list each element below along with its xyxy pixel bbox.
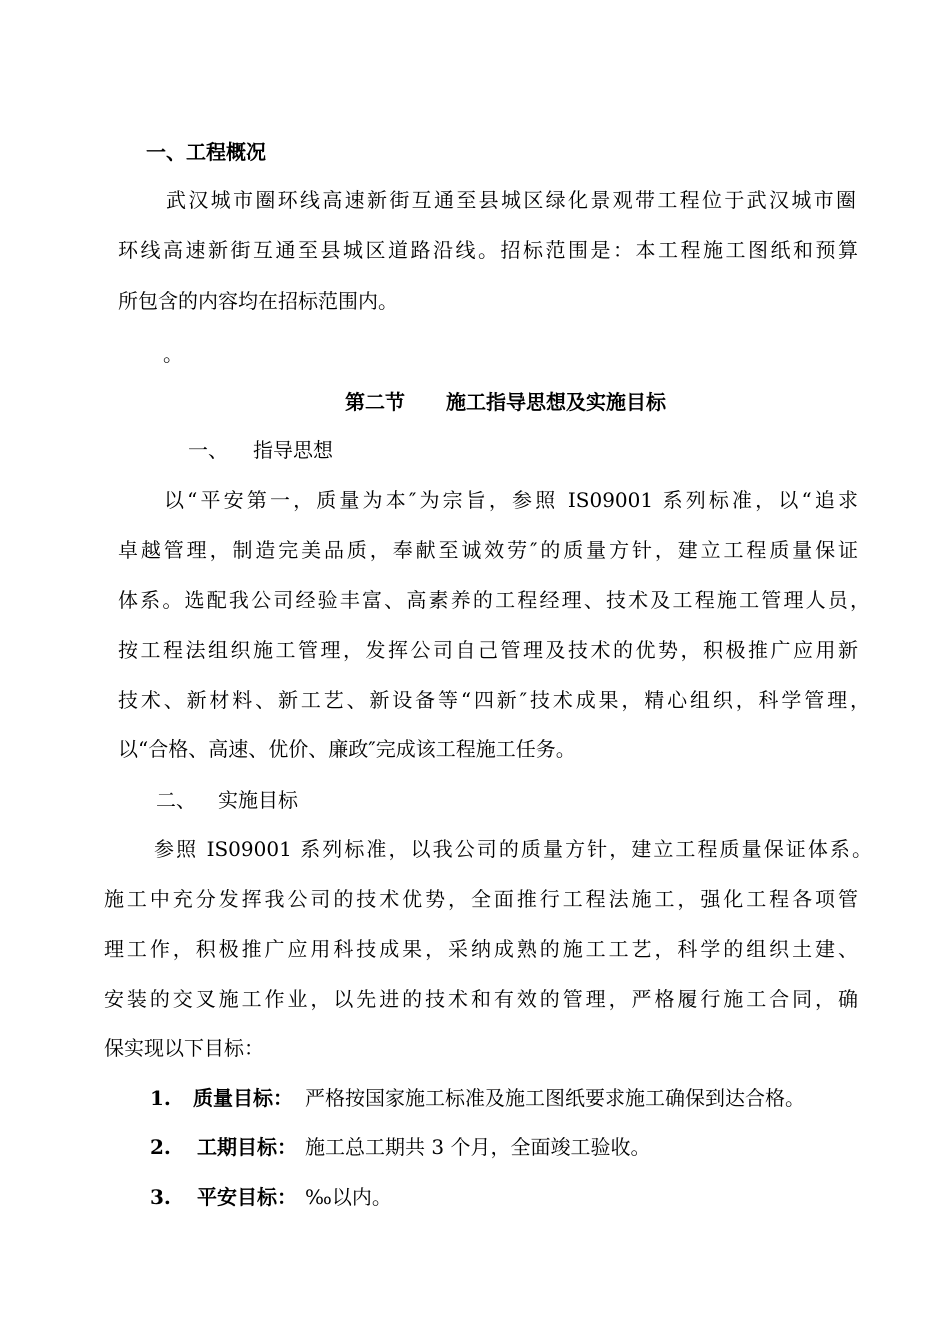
paragraph-line: 以“合格、高速、优价、廉政″完成该工程施工任务。	[118, 737, 576, 761]
target-label: 工期目标：	[197, 1135, 297, 1159]
stray-period: 。	[163, 342, 183, 366]
target-number: 2.	[150, 1135, 171, 1159]
paragraph-line: 技术、新材料、新工艺、新设备等“四新″技术成果，精心组织，科学管理，	[118, 688, 870, 712]
target-number: 3.	[150, 1185, 171, 1209]
subheading-number: 二、	[156, 788, 196, 812]
paragraph-line: 体系。选配我公司经验丰富、高素养的工程经理、技术及工程施工管理人员，	[118, 588, 870, 612]
subheading-label: 指导思想	[253, 438, 333, 462]
target-label: 平安目标：	[197, 1185, 297, 1209]
paragraph-line: 所包含的内容均在招标范围内。	[118, 289, 398, 313]
target-text: 严格按国家施工标准及施工图纸要求施工确保到达合格。	[305, 1086, 805, 1110]
paragraph-line: 理工作，积极推广应用科技成果，采纳成熟的施工工艺，科学的组织土建、	[104, 937, 858, 961]
paragraph-line: 环线高速新街互通至县城区道路沿线。招标范围是：本工程施工图纸和预算	[118, 238, 858, 262]
paragraph-line: 卓越管理，制造完美品质，奉献至诚效劳″的质量方针，建立工程质量保证	[118, 538, 858, 562]
section-title-number: 第二节	[345, 390, 405, 414]
paragraph-line: 按工程法组织施工管理，发挥公司自己管理及技术的优势，积极推广应用新	[118, 638, 858, 662]
target-number: 1.	[150, 1086, 171, 1110]
subheading-number: 一、	[188, 438, 228, 462]
subheading-label: 实施目标	[218, 788, 298, 812]
paragraph-line: 参照 IS09001 系列标准，以我公司的质量方针，建立工程质量保证体系。	[154, 837, 872, 861]
target-text: 施工总工期共 3 个月，全面竣工验收。	[305, 1135, 651, 1159]
paragraph-line: 安装的交叉施工作业，以先进的技术和有效的管理，严格履行施工合同，确	[104, 987, 858, 1011]
paragraph-line: 武汉城市圈环线高速新街互通至县城区绿化景观带工程位于武汉城市圈	[166, 188, 856, 212]
target-text: ‰以内。	[305, 1185, 392, 1209]
target-label: 质量目标：	[193, 1086, 293, 1110]
paragraph-line: 以“平安第一，质量为本″为宗旨，参照 IS09001 系列标准，以“追求	[164, 488, 858, 512]
section-heading: 一、工程概况	[146, 140, 266, 164]
paragraph-line: 施工中充分发挥我公司的技术优势，全面推行工程法施工，强化工程各项管	[104, 887, 858, 911]
section-title-text: 施工指导思想及实施目标	[446, 390, 666, 414]
paragraph-line: 保实现以下目标：	[104, 1036, 264, 1060]
